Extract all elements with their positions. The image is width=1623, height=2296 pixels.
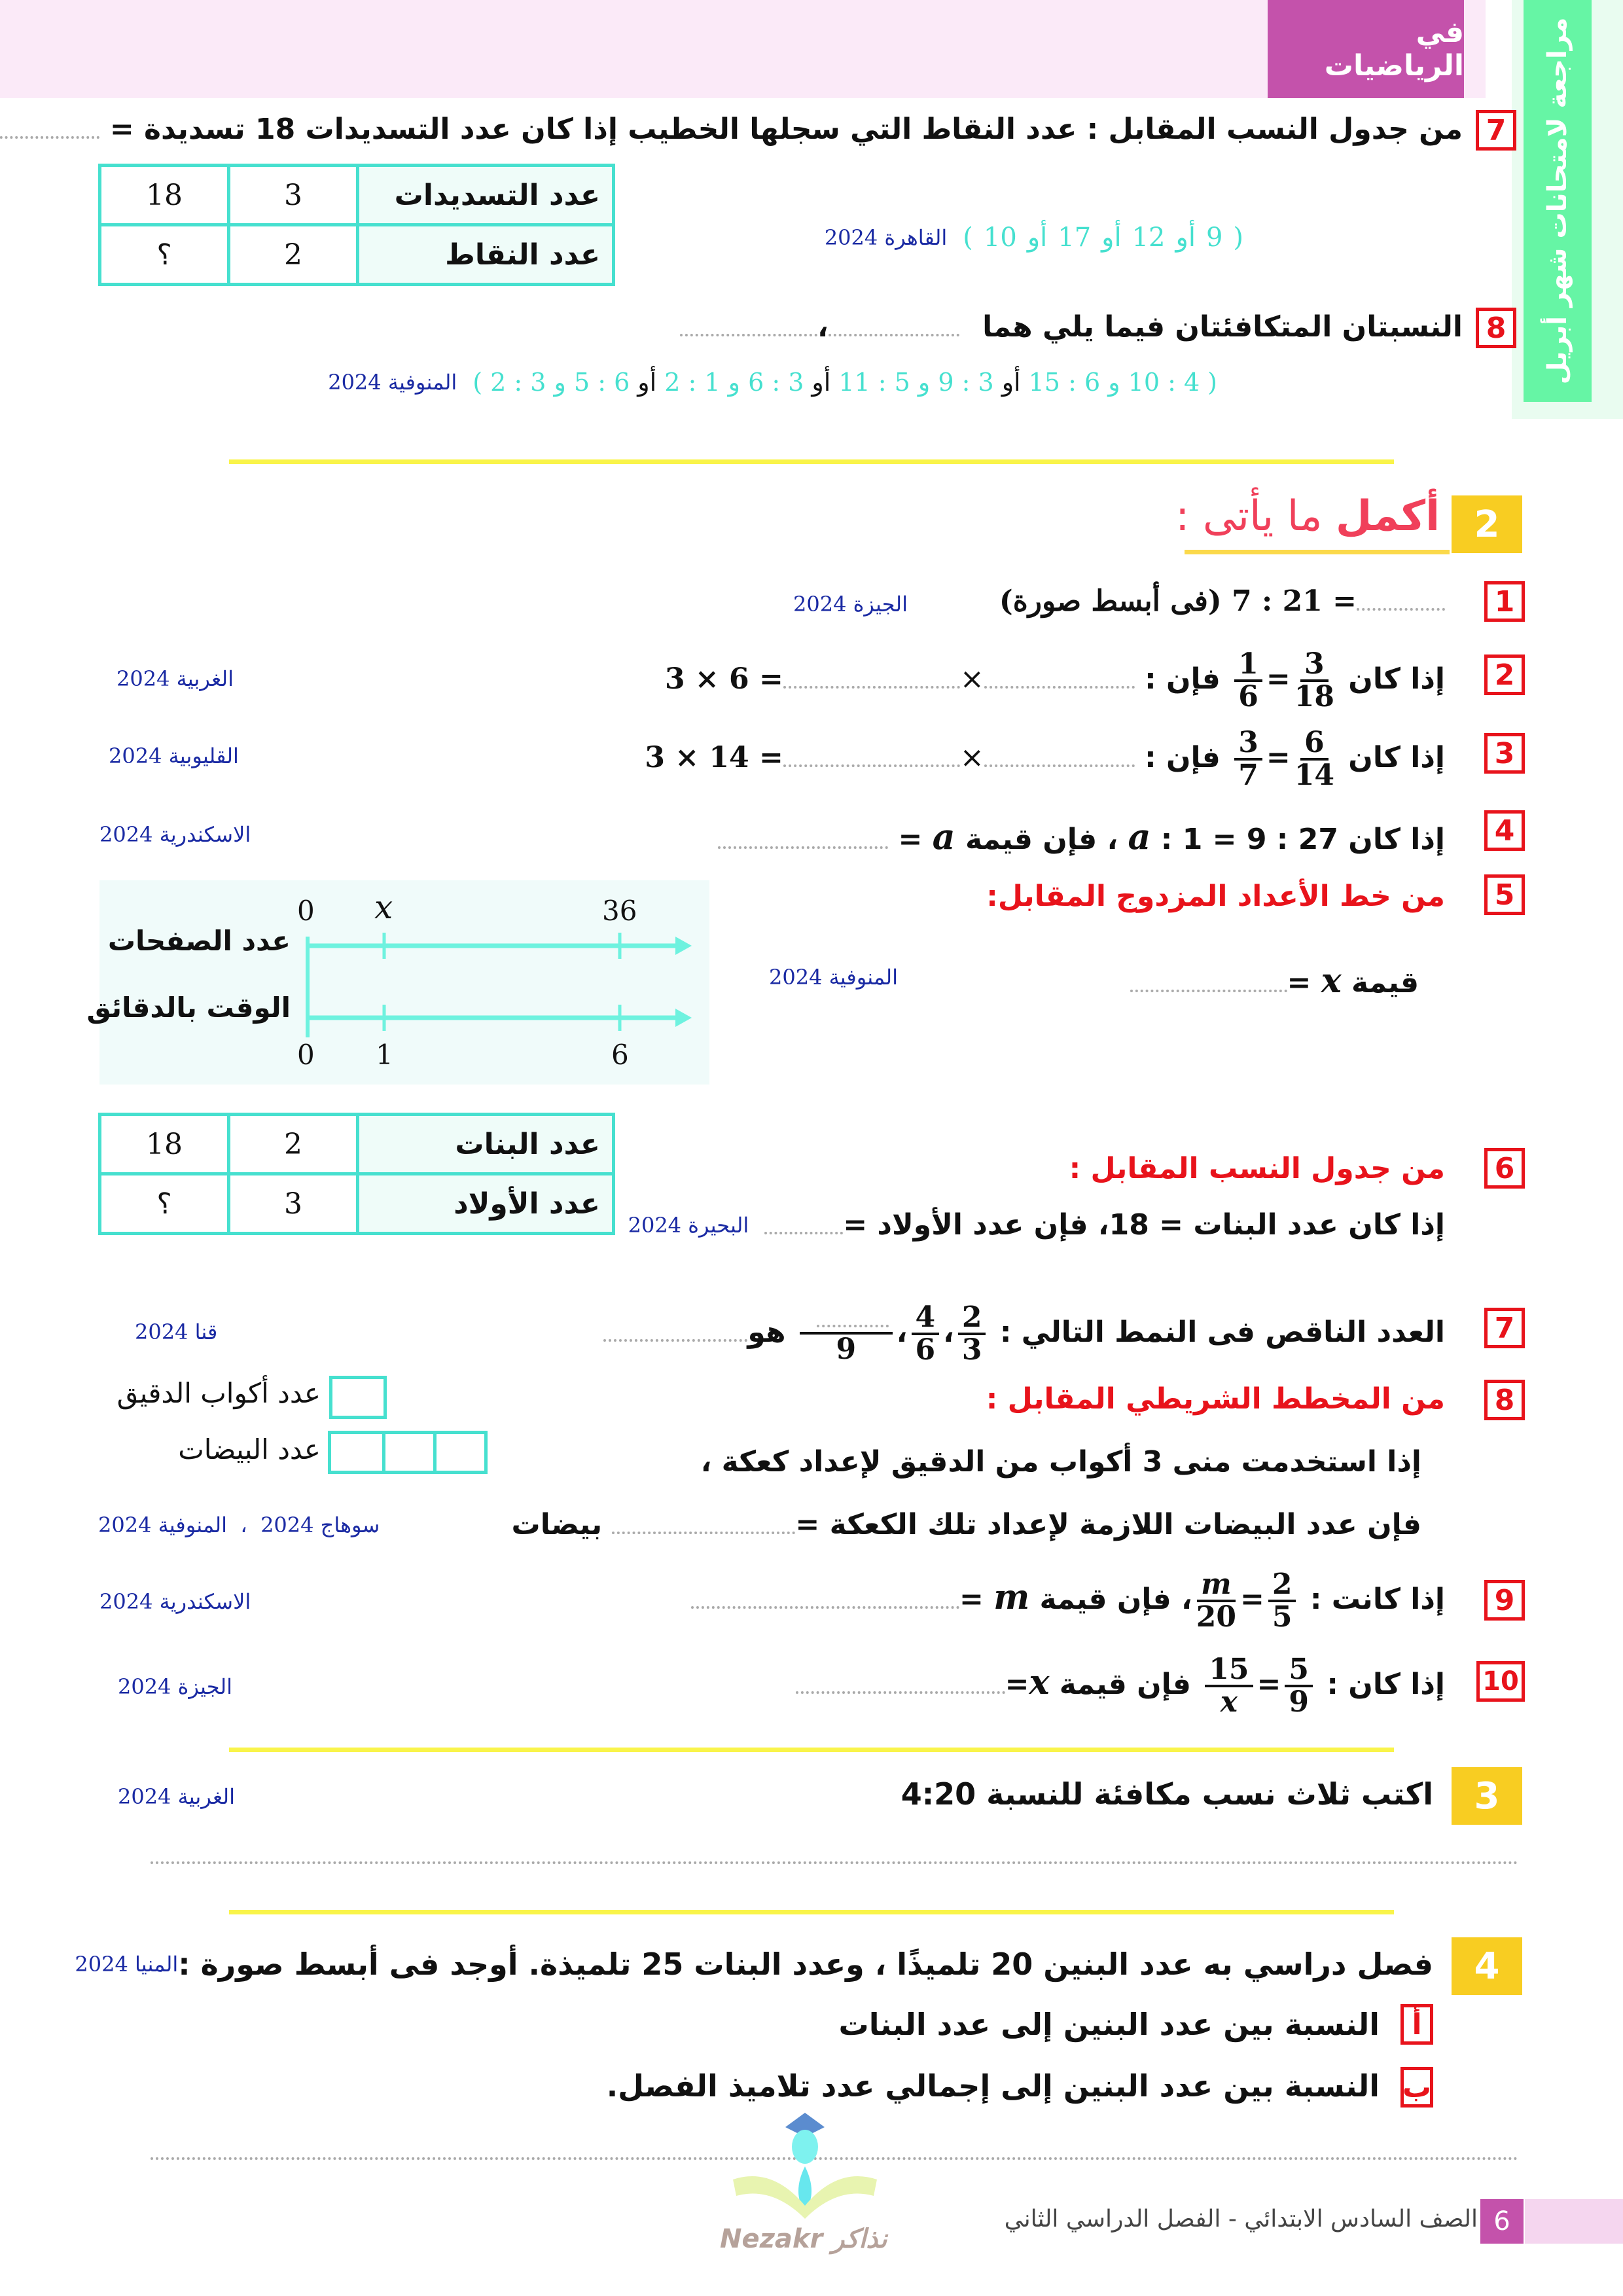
- item-6-text: من جدول النسب المقابل :: [1069, 1152, 1445, 1185]
- subject-title: في الرياضيات: [1324, 16, 1464, 82]
- fraction: $\frac{3}{7}$: [1234, 728, 1262, 791]
- table-cell: 3: [229, 166, 358, 225]
- choice[interactable]: 4 : 10 و 6 : 15: [1028, 368, 1200, 397]
- item-10-text: إذا كان : $\frac{5}{9}$ = $\frac{15}{x}$ فإن قيمة x=: [796, 1655, 1445, 1717]
- item-number-2: 2: [1484, 655, 1525, 695]
- fraction: $\frac{m}{20}$: [1196, 1568, 1236, 1634]
- source-label: الجيزة 2024: [118, 1674, 232, 1699]
- number-line-top-label: عدد الصفحات: [107, 925, 291, 957]
- section-3-text: اكتب ثلاث نسب مكافئة للنسبة 4:20: [901, 1776, 1433, 1812]
- tick-label: 1: [376, 1039, 393, 1071]
- item-8-line2: إذا استخدمت منى 3 أكواب من الدقيق لإعداد كعكة ،: [700, 1445, 1421, 1479]
- section-number-2: 2: [1452, 495, 1522, 553]
- table-cell: ؟: [100, 1174, 229, 1234]
- fraction: 9: [800, 1303, 893, 1365]
- source-label: المنيا 2024: [75, 1952, 179, 1977]
- section-2-title: أكمل ما يأتى :: [1175, 492, 1440, 541]
- item-6-row: [628, 1208, 1445, 1242]
- fraction: $\frac{1}{6}$: [1234, 649, 1262, 712]
- choice[interactable]: 3 : 6 و 1 : 2: [664, 368, 804, 397]
- side-tab: [1524, 0, 1592, 402]
- fraction: $\frac{4}{6}$: [912, 1302, 940, 1365]
- table-cell: 18: [100, 1115, 229, 1174]
- choice[interactable]: 6 : 5 و 3 : 2: [490, 368, 630, 397]
- source-label: قنا 2024: [135, 1319, 218, 1344]
- graduate-book-icon: [713, 2108, 897, 2225]
- answer-blank[interactable]: [691, 1587, 959, 1609]
- answer-blank[interactable]: [764, 1212, 843, 1234]
- choice[interactable]: 3 : 9 و 5 : 11: [838, 368, 994, 397]
- double-number-line: [86, 880, 709, 1085]
- answer-blank[interactable]: [796, 1672, 1005, 1694]
- answer-blank[interactable]: [603, 1319, 747, 1342]
- section-4-row: [75, 1946, 1433, 1982]
- table-cell: 2: [229, 1115, 358, 1174]
- source-label: المنوفية 2024: [769, 965, 899, 990]
- table-row: [100, 1115, 614, 1174]
- source-label: الاسكندرية 2024: [99, 1589, 251, 1614]
- item-5-text: من خط الأعداد المزدوج المقابل:: [986, 880, 1445, 913]
- question-8-text: النسبتان المتكافئتان فيما يلي هما ،: [680, 310, 1463, 344]
- answer-blank[interactable]: [800, 1303, 893, 1335]
- choice[interactable]: 12: [1132, 223, 1166, 253]
- answer-blank[interactable]: [612, 1512, 795, 1534]
- choices-q8: (4 : 10 و 6 : 15أو3 : 9 و 5 : 11أو3 : 6 و 1 : 2أو6 : 5 و 3 : 2): [473, 368, 1217, 397]
- table-row: [100, 1174, 614, 1234]
- choices-row-q8: [98, 368, 1217, 397]
- tick-label: 6: [611, 1039, 629, 1071]
- item-number-1: 1: [1484, 581, 1525, 622]
- arrow-icon: [675, 937, 692, 955]
- footer-course: الصف السادس الابتدائي - الفصل الدراسي الثاني: [1004, 2206, 1478, 2233]
- source-label: القاهرة 2024: [824, 225, 948, 250]
- item-number-5: 5: [1484, 874, 1525, 915]
- footer-band: [1525, 2199, 1623, 2244]
- tape-cell: [433, 1431, 488, 1474]
- item-7-text: العدد الناقص فى النمط التالي : $\frac{2}{3}$ ، $\frac{4}{6}$ ، 9 هو: [603, 1302, 1445, 1365]
- item-3-text: إذا كان $\frac{6}{14}$ = $\frac{3}{7}$ فإن : ×3 × 14 =: [645, 726, 1445, 793]
- item-number-10: 10: [1476, 1661, 1525, 1702]
- item-4-text: إذا كان 27 : 9 = a : 1 ، فإن قيمة a =: [718, 816, 1445, 857]
- item-1-text: = 21 : 7 (فى أبسط صورة): [999, 584, 1445, 618]
- item-number-4: 4: [1484, 810, 1525, 851]
- fraction: $\frac{15}{x}$: [1205, 1655, 1253, 1717]
- item-number-6: 6: [1484, 1148, 1525, 1189]
- item-8-line3: فإن عدد البيضات اللازمة لإعداد تلك الكعكة = بيضات: [511, 1508, 1421, 1541]
- tick-label: 0: [297, 895, 315, 927]
- logo-text: Nezakr نذاكر: [720, 2224, 887, 2254]
- source-label: الاسكندرية 2024: [99, 822, 251, 847]
- number-line-bottom-label: الوقت بالدقائق: [86, 992, 291, 1024]
- ratio-table-q7: [98, 164, 615, 286]
- choice[interactable]: 10: [983, 223, 1017, 253]
- section-4-text: فصل دراسي به عدد البنين 20 تلميذًا ، وعدد البنات 25 تلميذة. أوجد فى أبسط صورة :: [178, 1946, 1433, 1982]
- choice[interactable]: 9: [1205, 223, 1223, 253]
- question-7-text: من جدول النسب المقابل : عدد النقاط التي سجلها الخطيب إذا كان عدد التسديدات 18 تسديدة =: [0, 113, 1463, 146]
- answer-blank[interactable]: [984, 666, 1135, 689]
- answer-line[interactable]: [151, 1861, 1518, 1864]
- part-label-b: ب: [1400, 2067, 1433, 2108]
- table-row-label: عدد النقاط: [358, 225, 614, 285]
- ratio-table-q6: [98, 1113, 615, 1235]
- source-label: سوهاج 2024 ، المنوفية 2024: [98, 1512, 380, 1537]
- fraction: $\frac{5}{9}$: [1285, 1655, 1313, 1717]
- answer-blank[interactable]: [783, 745, 960, 767]
- divider: [229, 1748, 1394, 1752]
- divider: [229, 1910, 1394, 1914]
- tape-row-label: عدد أكواب الدقيق: [116, 1377, 321, 1409]
- question-number-7: 7: [1476, 110, 1516, 151]
- answer-blank[interactable]: [0, 117, 99, 139]
- fraction: $\frac{2}{5}$: [1268, 1570, 1296, 1632]
- answer-blank[interactable]: [783, 666, 960, 689]
- page-number-badge: [1480, 2199, 1524, 2244]
- tape-cell: [328, 1431, 385, 1474]
- title-underline: [1185, 550, 1450, 554]
- answer-blank[interactable]: [1130, 970, 1287, 992]
- answer-blank[interactable]: [1357, 588, 1445, 611]
- tick-label: x: [374, 888, 393, 926]
- choices-row-q7: [654, 223, 1243, 253]
- arrow-icon: [675, 1009, 692, 1027]
- logo: [713, 2108, 897, 2271]
- part-b-text: النسبة بين عدد البنين إلى إجمالي عدد تلاميذ الفصل.: [606, 2068, 1380, 2104]
- tape-row-label: عدد البيضات: [178, 1433, 321, 1465]
- table-cell: 2: [229, 225, 358, 285]
- source-label: البحيرة 2024: [628, 1212, 749, 1238]
- table-cell: 3: [229, 1174, 358, 1234]
- item-number-8: 8: [1484, 1380, 1525, 1420]
- tick-label: 36: [602, 895, 637, 927]
- table-row-label: عدد الأولاد: [358, 1174, 614, 1234]
- source-label: الجيزة 2024: [793, 592, 908, 617]
- tick-label: 0: [297, 1039, 315, 1071]
- table-row: [100, 166, 614, 225]
- item-8-row: [98, 1508, 1421, 1541]
- table-cell: 18: [100, 166, 229, 225]
- source-label: الغربية 2024: [116, 666, 234, 691]
- subject-banner: [1268, 0, 1464, 98]
- item-5-answer: قيمة x =: [1130, 961, 1419, 1001]
- answer-blank[interactable]: [984, 745, 1135, 767]
- item-2-text: إذا كان $\frac{3}{18}$ = $\frac{1}{6}$ فإن : ×3 × 6 =: [664, 647, 1445, 714]
- item-number-9: 9: [1484, 1580, 1525, 1621]
- choice[interactable]: 17: [1058, 223, 1092, 253]
- source-label: الغربية 2024: [118, 1784, 236, 1809]
- answer-blank[interactable]: [718, 827, 888, 849]
- fraction: $\frac{3}{18}$: [1294, 647, 1334, 714]
- question-number-8: 8: [1476, 308, 1516, 348]
- item-6-line2: إذا كان عدد البنات = 18، فإن عدد الأولاد =: [764, 1208, 1445, 1242]
- fraction: $\frac{2}{3}$: [958, 1302, 986, 1365]
- page-number: 6: [1493, 2206, 1510, 2236]
- item-number-7: 7: [1484, 1308, 1525, 1348]
- answer-blank[interactable]: [680, 314, 817, 336]
- choices-q7: (9أو12أو17أو10): [963, 223, 1243, 253]
- side-tab-text: مراجعة لامتحانات شهر أبريل: [1543, 17, 1573, 385]
- part-label-a: أ: [1400, 2004, 1433, 2045]
- section-number-3: 3: [1452, 1767, 1522, 1825]
- answer-blank[interactable]: [829, 314, 959, 336]
- fraction: $\frac{6}{14}$: [1294, 726, 1334, 793]
- divider: [229, 459, 1394, 464]
- source-label: القليوبية 2024: [109, 744, 239, 768]
- header-band: [0, 0, 1486, 98]
- table-row-label: عدد البنات: [358, 1115, 614, 1174]
- table-cell: ؟: [100, 225, 229, 285]
- table-row-label: عدد التسديدات: [358, 166, 614, 225]
- item-8-text: من المخطط الشريطي المقابل :: [986, 1382, 1445, 1416]
- source-label: المنوفية 2024: [328, 370, 457, 395]
- section-number-4: 4: [1452, 1937, 1522, 1995]
- tape-cell: [329, 1376, 387, 1419]
- tape-cell: [382, 1431, 437, 1474]
- item-9-text: إذا كانت : $\frac{2}{5}$ = $\frac{m}{20}$ ، فإن قيمة m =: [691, 1570, 1445, 1632]
- tape-diagram: [98, 1374, 497, 1492]
- part-a-text: النسبة بين عدد البنين إلى عدد البنات: [838, 2007, 1380, 2042]
- item-number-3: 3: [1484, 733, 1525, 774]
- table-row: [100, 225, 614, 285]
